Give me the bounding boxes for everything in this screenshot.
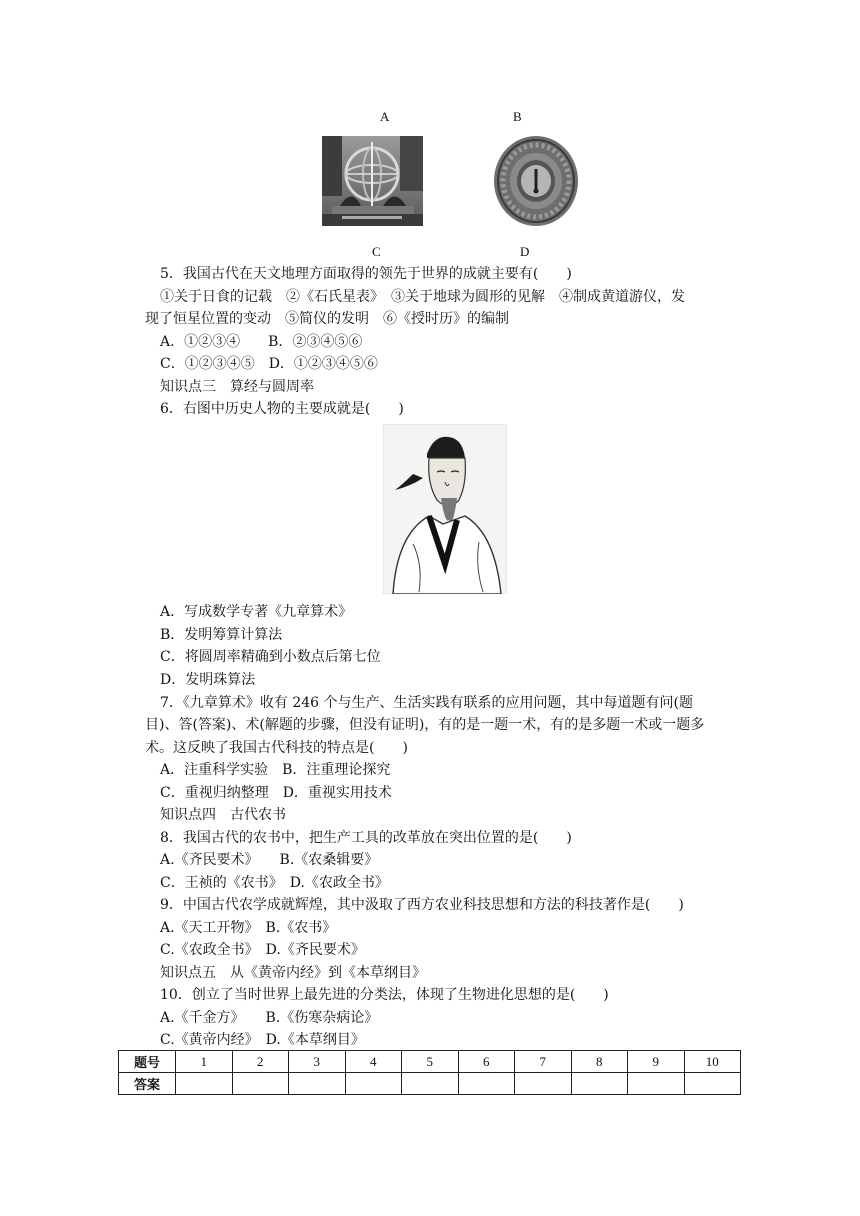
answer-cell[interactable] xyxy=(628,1073,685,1095)
compass-plate-image xyxy=(492,133,580,228)
question-7-options-row1: A．注重科学实验 B．注重理论探究 xyxy=(160,762,391,778)
answer-cell[interactable] xyxy=(289,1073,346,1095)
section-heading-4: 知识点四 古代农书 xyxy=(160,807,286,823)
question-5-detail: ①关于日食的记载 ②《石氏星表》 ③关于地球为圆形的见解 ④制成黄道游仪，发 xyxy=(160,289,685,305)
question-5-options-row2: C．①②③④⑤ D．①②③④⑤⑥ xyxy=(160,356,378,372)
figure-label-b: B xyxy=(513,109,522,124)
historical-figure-portrait xyxy=(383,424,507,594)
figure-label-a: A xyxy=(380,109,390,124)
answer-cell[interactable] xyxy=(458,1073,515,1095)
question-number-cell: 5 xyxy=(402,1051,459,1073)
question-7-stem: 7．《九章算术》收有 246 个与生产、生活实践有联系的应用问题，其中每道题有问(题 xyxy=(160,695,693,711)
question-6-option-b: B．发明筹算计算法 xyxy=(160,627,283,643)
question-5-options-row1: A．①②③④ B．②③④⑤⑥ xyxy=(160,334,363,350)
question-8-options-row2: C．王祯的《农书》 D.《农政全书》 xyxy=(160,875,389,891)
answer-header: 答案 xyxy=(119,1073,176,1095)
answer-cell[interactable] xyxy=(684,1073,741,1095)
answer-cell[interactable] xyxy=(402,1073,459,1095)
question-6-option-d: D．发明珠算法 xyxy=(160,672,256,688)
question-9-options-row1: A.《天工开物》 B.《农书》 xyxy=(160,920,337,936)
question-number-cell: 3 xyxy=(289,1051,346,1073)
answer-cell[interactable] xyxy=(345,1073,402,1095)
question-number-row xyxy=(119,1051,741,1073)
question-6-option-a: A．写成数学专著《九章算术》 xyxy=(160,604,353,620)
question-5-stem: 5．我国古代在天文地理方面取得的领先于世界的成就主要有( ) xyxy=(160,266,572,282)
question-number-cell: 10 xyxy=(684,1051,741,1073)
question-7-stem-continued: 目)、答(答案)、术(解题的步骤，但没有证明)，有的是一题一术，有的是多题一术或一题多 xyxy=(145,717,705,733)
question-number-cell: 4 xyxy=(345,1051,402,1073)
figure-label-d: D xyxy=(520,244,530,259)
question-number-cell: 8 xyxy=(571,1051,628,1073)
question-number-cell: 6 xyxy=(458,1051,515,1073)
figure-label-c: C xyxy=(372,244,381,259)
question-number-cell: 2 xyxy=(232,1051,289,1073)
question-7-stem-end: 术。这反映了我国古代科技的特点是( ) xyxy=(145,740,408,756)
answer-cell[interactable] xyxy=(515,1073,572,1095)
question-9-options-row2: C.《农政全书》 D.《齐民要术》 xyxy=(160,942,365,958)
question-7-options-row2: C．重视归纳整理 D．重视实用技术 xyxy=(160,785,392,801)
question-6-stem: 6．右图中历史人物的主要成就是( ) xyxy=(160,401,404,417)
question-number-cell: 9 xyxy=(628,1051,685,1073)
question-10-options-row1: A.《千金方》 B.《伤寒杂病论》 xyxy=(160,1010,379,1026)
answer-cell[interactable] xyxy=(571,1073,628,1095)
answer-cell[interactable] xyxy=(232,1073,289,1095)
armillary-sphere-image xyxy=(322,136,423,226)
answer-table xyxy=(118,1050,741,1095)
question-number-cell: 1 xyxy=(176,1051,233,1073)
question-6-option-c: C．将圆周率精确到小数点后第七位 xyxy=(160,649,381,665)
question-number-header: 题号 xyxy=(119,1051,176,1073)
question-5-detail-continued: 现了恒星位置的变动 ⑤简仪的发明 ⑥《授时历》的编制 xyxy=(145,311,509,327)
question-8-stem: 8．我国古代的农书中，把生产工具的改革放在突出位置的是( ) xyxy=(160,830,572,846)
section-heading-3: 知识点三 算经与圆周率 xyxy=(160,379,314,395)
question-10-stem: 10．创立了当时世界上最先进的分类法，体现了生物进化思想的是( ) xyxy=(160,987,609,1003)
answer-cell[interactable] xyxy=(176,1073,233,1095)
question-number-cell: 7 xyxy=(515,1051,572,1073)
question-10-options-row2: C.《黄帝内经》 D.《本草纲目》 xyxy=(160,1032,365,1048)
answer-row xyxy=(119,1073,741,1095)
question-8-options-row1: A.《齐民要术》 B.《农桑辑要》 xyxy=(160,852,379,868)
question-9-stem: 9．中国古代农学成就辉煌，其中汲取了西方农业科技思想和方法的科技著作是( ) xyxy=(160,897,684,913)
section-heading-5: 知识点五 从《黄帝内经》到《本草纲目》 xyxy=(160,965,426,981)
